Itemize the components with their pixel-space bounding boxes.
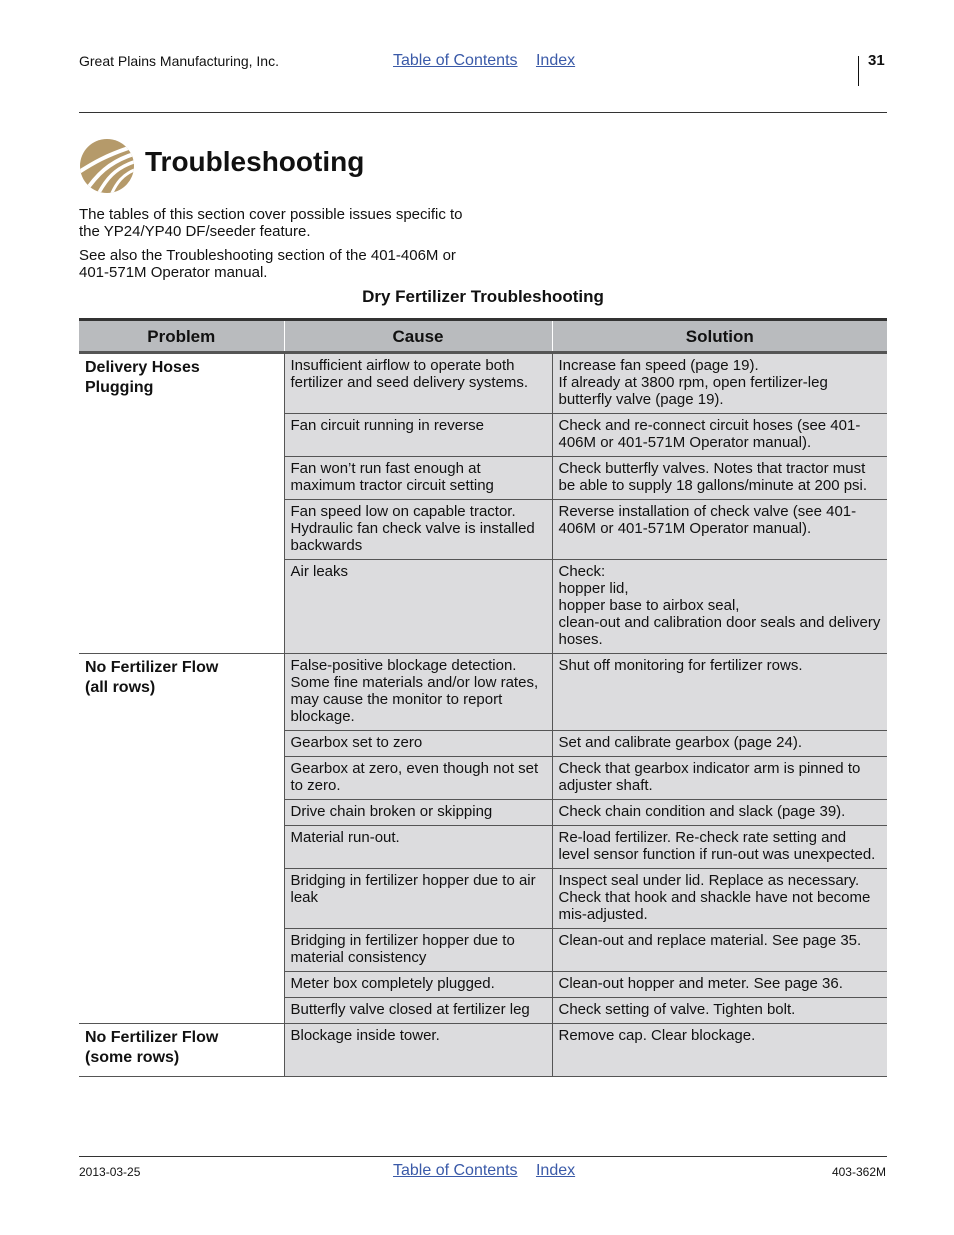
- cause-cell: Bridging in fertilizer hopper due to air leak: [284, 869, 552, 929]
- solution-line: Clean-out and replace material. See page 35.: [558, 932, 862, 949]
- solution-line: Set and calibrate gearbox (page 24).: [558, 734, 802, 751]
- cause-cell: Fan won’t run fast enough at maximum tractor circuit setting: [284, 457, 552, 500]
- cause-cell: Fan speed low on capable tractor. Hydraulic fan check valve is installed backwards: [284, 500, 552, 560]
- solution-line: Check butterfly valves. Notes that tractor must be able to supply 18 gallons/minute at 200 psi.: [558, 460, 868, 494]
- table-row: [79, 1024, 887, 1077]
- cause-cell: Blockage inside tower.: [284, 1024, 552, 1077]
- table-of-contents-link[interactable]: Table of Contents: [393, 52, 518, 69]
- cause-cell: Air leaks: [284, 560, 552, 654]
- column-header-solution: Solution: [552, 320, 887, 353]
- solution-line: Clean-out hopper and meter. See page 36.: [558, 975, 843, 992]
- page-title: Troubleshooting: [145, 146, 365, 177]
- solution-line: Shut off monitoring for fertilizer rows.: [558, 657, 803, 674]
- header-nav: [393, 52, 589, 70]
- footer-date: 2013-03-25: [79, 1165, 141, 1179]
- cause-cell: Meter box completely plugged.: [284, 972, 552, 998]
- problem-cell: [79, 353, 284, 654]
- footer-rule: [79, 1156, 887, 1157]
- solution-cell: [552, 800, 887, 826]
- solution-cell: [552, 972, 887, 998]
- solution-cell: [552, 654, 887, 731]
- problem-label: Plugging: [85, 379, 154, 396]
- solution-line: If already at 3800 rpm, open fertilizer-leg butterfly valve (page 19).: [558, 374, 828, 408]
- solution-line: Re-load fertilizer. Re-check rate setting and level sensor function if run-out was unexpected.: [558, 829, 876, 863]
- solution-cell: [552, 414, 887, 457]
- footer-nav: [393, 1162, 589, 1180]
- problem-label: (some rows): [85, 1049, 180, 1066]
- cause-cell: Insufficient airflow to operate both fertilizer and seed delivery systems.: [284, 353, 552, 414]
- solution-cell: [552, 757, 887, 800]
- table-header-row: [79, 320, 887, 353]
- cause-cell: Gearbox at zero, even though not set to zero.: [284, 757, 552, 800]
- header-rule: [79, 112, 887, 113]
- index-link[interactable]: Index: [535, 1162, 576, 1179]
- solution-cell: [552, 560, 887, 654]
- solution-line: hopper lid,: [558, 580, 629, 597]
- problem-label: No Fertilizer Flow: [85, 1029, 219, 1046]
- problem-cell: [79, 1024, 284, 1077]
- solution-line: Check and re-connect circuit hoses (see 401-406M or 401-571M Operator manual).: [558, 417, 861, 451]
- problem-label: Delivery Hoses: [85, 359, 200, 376]
- solution-line: clean-out and calibration door seals and delivery hoses.: [558, 614, 881, 648]
- column-header-cause: Cause: [284, 320, 552, 353]
- solution-cell: [552, 731, 887, 757]
- solution-line: Check:: [558, 563, 606, 580]
- solution-line: Reverse installation of check valve (see 401-406M or 401-571M Operator manual).: [558, 503, 857, 537]
- solution-cell: [552, 353, 887, 414]
- solution-cell: [552, 500, 887, 560]
- solution-line: Remove cap. Clear blockage.: [558, 1027, 756, 1044]
- table-row: [79, 353, 887, 414]
- problem-label: No Fertilizer Flow: [85, 659, 219, 676]
- page-number-divider: [858, 56, 859, 86]
- cause-cell: Material run-out.: [284, 826, 552, 869]
- solution-line: Check setting of valve. Tighten bolt.: [558, 1001, 796, 1018]
- index-link[interactable]: Index: [535, 52, 576, 69]
- problem-cell: [79, 654, 284, 1024]
- troubleshooting-table: [79, 318, 887, 1077]
- cause-cell: Butterfly valve closed at fertilizer leg: [284, 998, 552, 1024]
- solution-cell: [552, 457, 887, 500]
- great-plains-logo-icon: [79, 138, 135, 194]
- company-name: Great Plains Manufacturing, Inc.: [79, 53, 279, 69]
- cause-cell: Gearbox set to zero: [284, 731, 552, 757]
- intro-paragraph: See also the Troubleshooting section of the 401-406M or 401-571M Operator manual.: [79, 247, 456, 281]
- table-row: [79, 654, 887, 731]
- solution-cell: [552, 1024, 887, 1077]
- solution-line: Increase fan speed (page 19).: [558, 357, 759, 374]
- cause-cell: False-positive blockage detection. Some fine materials and/or low rates, may cause the monitor to report blockage.: [284, 654, 552, 731]
- table-of-contents-link[interactable]: Table of Contents: [393, 1162, 518, 1179]
- table-title: Dry Fertilizer Troubleshooting: [362, 287, 604, 306]
- problem-label: (all rows): [85, 679, 156, 696]
- cause-cell: Bridging in fertilizer hopper due to material consistency: [284, 929, 552, 972]
- solution-cell: [552, 826, 887, 869]
- solution-cell: [552, 929, 887, 972]
- solution-cell: [552, 998, 887, 1024]
- solution-line: hopper base to airbox seal,: [558, 597, 740, 614]
- cause-cell: Fan circuit running in reverse: [284, 414, 552, 457]
- solution-line: Check that gearbox indicator arm is pinned to adjuster shaft.: [558, 760, 861, 794]
- column-header-problem: Problem: [79, 320, 284, 353]
- intro-paragraph: The tables of this section cover possible issues specific to the YP24/YP40 DF/seeder feature.: [79, 206, 463, 240]
- solution-line: Inspect seal under lid. Replace as necessary. Check that hook and shackle have not become mis-adjusted.: [558, 872, 871, 923]
- solution-line: Check chain condition and slack (page 39).: [558, 803, 846, 820]
- page-number: 31: [868, 52, 885, 69]
- document-number: 403-362M: [831, 1165, 886, 1179]
- cause-cell: Drive chain broken or skipping: [284, 800, 552, 826]
- solution-cell: [552, 869, 887, 929]
